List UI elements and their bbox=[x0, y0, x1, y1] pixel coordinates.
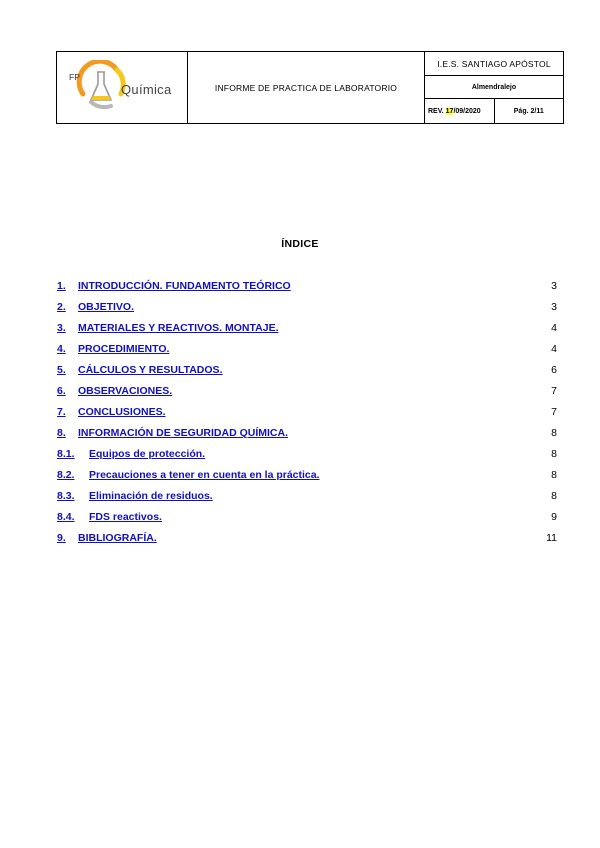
toc-number[interactable]: 8. bbox=[57, 427, 66, 439]
toc-number[interactable]: 9. bbox=[57, 532, 66, 544]
table-of-contents bbox=[57, 278, 557, 551]
toc-link[interactable]: PROCEDIMIENTO. bbox=[78, 343, 170, 355]
school-name: I.E.S. SANTIAGO APÓSTOL bbox=[425, 52, 564, 76]
toc-link[interactable]: CONCLUSIONES. bbox=[78, 406, 166, 418]
toc-page: 8 bbox=[551, 448, 557, 460]
toc-number[interactable]: 8.1. bbox=[57, 448, 75, 460]
toc-page: 11 bbox=[546, 532, 557, 544]
toc-number[interactable]: 8.4. bbox=[57, 511, 75, 523]
logo-cell bbox=[57, 52, 188, 124]
toc-entry[interactable] bbox=[57, 299, 557, 320]
toc-page: 9 bbox=[551, 511, 557, 523]
toc-page: 8 bbox=[551, 490, 557, 502]
page-number: Pág. 2/11 bbox=[494, 99, 564, 124]
toc-subentry[interactable] bbox=[57, 467, 557, 488]
toc-page: 8 bbox=[551, 469, 557, 481]
toc-page: 4 bbox=[551, 343, 557, 355]
toc-link[interactable]: CÁLCULOS Y RESULTADOS. bbox=[78, 364, 223, 376]
toc-page: 8 bbox=[551, 427, 557, 439]
toc-link[interactable]: BIBLIOGRAFÍA. bbox=[78, 532, 157, 544]
toc-entry[interactable] bbox=[57, 278, 557, 299]
toc-page: 7 bbox=[551, 385, 557, 397]
toc-page: 3 bbox=[551, 301, 557, 313]
toc-subentry[interactable] bbox=[57, 488, 557, 509]
toc-link[interactable]: OBSERVACIONES. bbox=[78, 385, 173, 397]
fp-quimica-logo bbox=[67, 60, 179, 114]
toc-number[interactable]: 8.3. bbox=[57, 490, 75, 502]
report-title: INFORME DE PRACTICA DE LABORATORIO bbox=[188, 52, 425, 124]
document-header bbox=[56, 51, 564, 124]
toc-link[interactable]: OBJETIVO. bbox=[78, 301, 135, 313]
toc-entry[interactable] bbox=[57, 425, 557, 446]
toc-subentry[interactable] bbox=[57, 509, 557, 530]
logo-name-text: Química bbox=[121, 82, 172, 97]
revision-day-highlight: 17 bbox=[445, 107, 454, 115]
toc-entry[interactable] bbox=[57, 530, 557, 551]
toc-number[interactable]: 4. bbox=[57, 343, 66, 355]
toc-link[interactable]: INTRODUCCIÓN. FUNDAMENTO TEÓRICO bbox=[78, 280, 291, 292]
logo-fp-text: FP bbox=[69, 72, 80, 82]
index-title: ÍNDICE bbox=[281, 238, 319, 250]
toc-number[interactable]: 2. bbox=[57, 301, 66, 313]
toc-subentry[interactable] bbox=[57, 446, 557, 467]
toc-link[interactable]: Eliminación de residuos. bbox=[89, 490, 213, 502]
toc-entry[interactable] bbox=[57, 320, 557, 341]
toc-entry[interactable] bbox=[57, 383, 557, 404]
toc-link[interactable]: Precauciones a tener en cuenta en la práctica. bbox=[89, 469, 320, 481]
toc-number[interactable]: 3. bbox=[57, 322, 66, 334]
toc-number[interactable]: 8.2. bbox=[57, 469, 75, 481]
toc-number[interactable]: 7. bbox=[57, 406, 66, 418]
city-name: Almendralejo bbox=[425, 76, 564, 99]
toc-entry[interactable] bbox=[57, 362, 557, 383]
toc-entry[interactable] bbox=[57, 341, 557, 362]
toc-link[interactable]: INFORMACIÓN DE SEGURIDAD QUÍMICA. bbox=[78, 427, 288, 439]
toc-link[interactable]: MATERIALES Y REACTIVOS. MONTAJE. bbox=[78, 322, 279, 334]
toc-number[interactable]: 1. bbox=[57, 280, 66, 292]
toc-page: 6 bbox=[551, 364, 557, 376]
toc-number[interactable]: 5. bbox=[57, 364, 66, 376]
toc-page: 7 bbox=[551, 406, 557, 418]
toc-entry[interactable] bbox=[57, 404, 557, 425]
toc-link[interactable]: FDS reactivos. bbox=[89, 511, 162, 523]
toc-link[interactable]: Equipos de protección. bbox=[89, 448, 206, 460]
revision-date bbox=[425, 99, 495, 124]
revision-label: REV. bbox=[428, 107, 444, 115]
toc-page: 4 bbox=[551, 322, 557, 334]
revision-date-rest: /09/2020 bbox=[453, 107, 481, 115]
toc-number[interactable]: 6. bbox=[57, 385, 66, 397]
toc-page: 3 bbox=[551, 280, 557, 292]
